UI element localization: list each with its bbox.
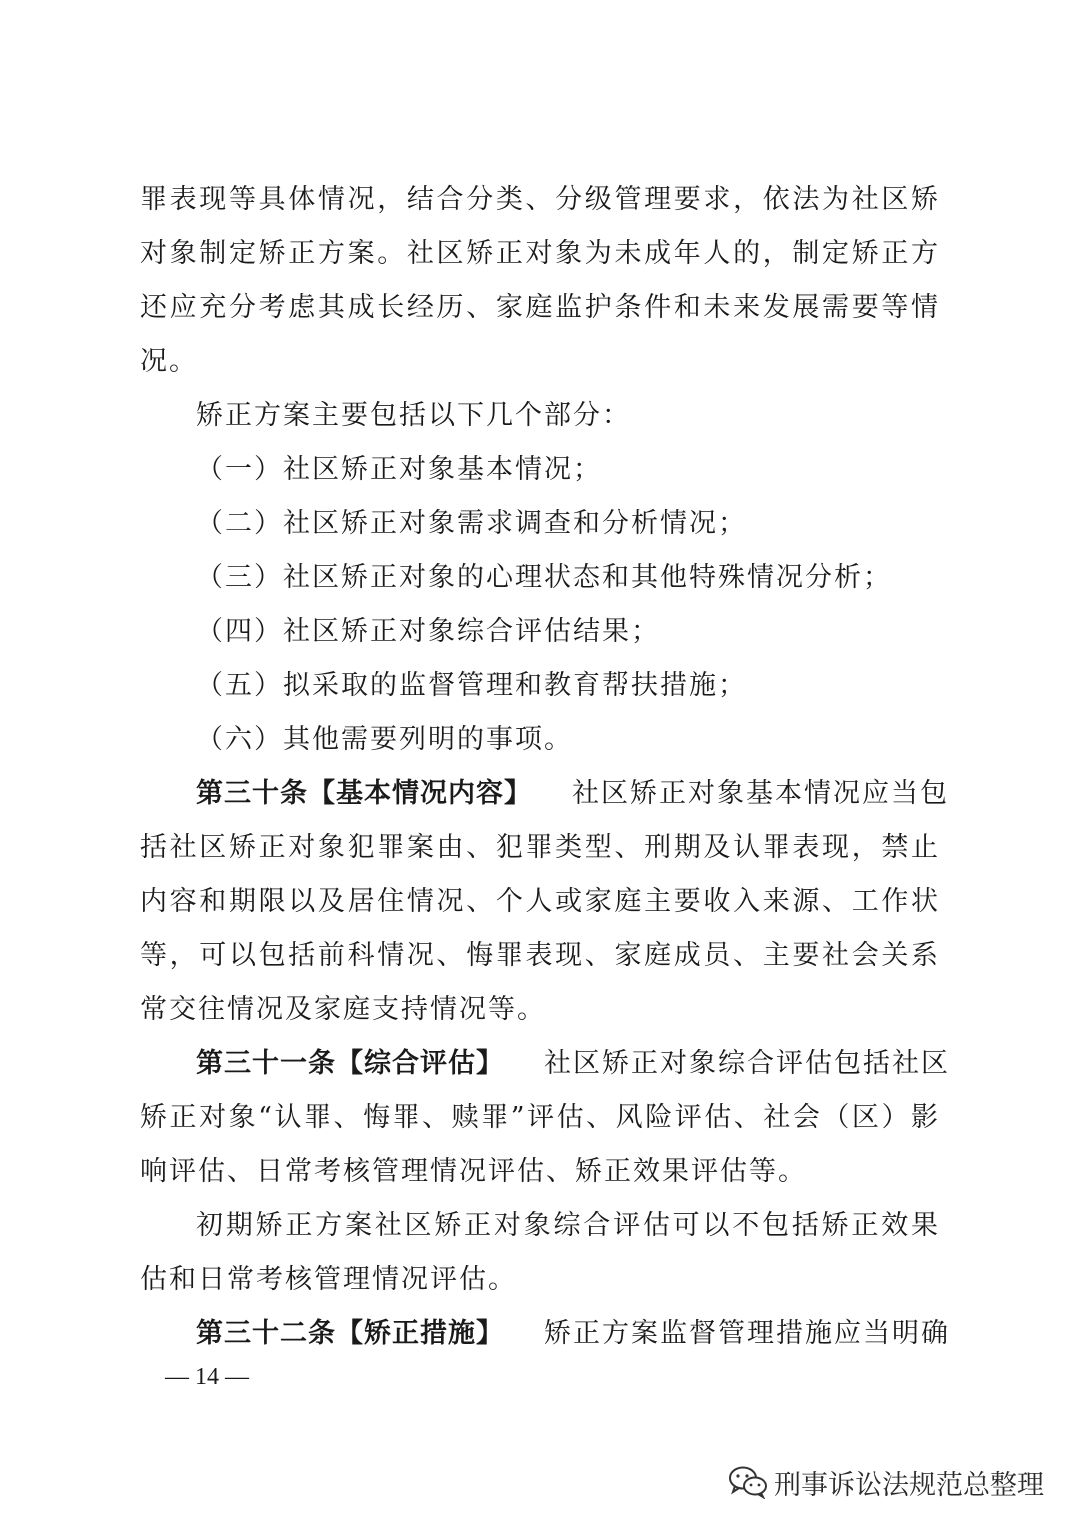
list-item: （六）其他需要列明的事项。 — [196, 724, 573, 755]
list-item: （一）社区矫正对象基本情况； — [196, 454, 602, 485]
text-line: 等，可以包括前科情况、悔罪表现、家庭成员、主要社会关系 — [140, 940, 940, 971]
text-line: 还应充分考虑其成长经历、家庭监护条件和未来发展需要等情 — [140, 292, 940, 323]
text-line: 内容和期限以及居住情况、个人或家庭主要收入来源、工作状 — [140, 886, 940, 917]
list-item: （五）拟采取的监督管理和教育帮扶措施； — [196, 670, 747, 701]
article-text: 矫正方案监督管理措施应当明确 — [544, 1318, 950, 1349]
text-line: 罪表现等具体情况，结合分类、分级管理要求，依法为社区矫 — [140, 184, 940, 215]
text-line: 矫正方案主要包括以下几个部分： — [196, 400, 631, 431]
article-30-first-line — [196, 774, 949, 814]
list-item: （三）社区矫正对象的心理状态和其他特殊情况分析； — [196, 562, 892, 593]
article-heading: 第三十二条【矫正措施】 — [196, 1318, 504, 1349]
text-line: 对象制定矫正方案。社区矫正对象为未成年人的，制定矫正方 — [140, 238, 940, 269]
article-text: 社区矫正对象基本情况应当包 — [572, 778, 949, 809]
article-31-first-line — [196, 1044, 950, 1084]
watermark — [728, 1462, 1044, 1502]
text-line: 响评估、日常考核管理情况评估、矫正效果评估等。 — [140, 1156, 807, 1187]
wechat-icon — [728, 1465, 768, 1499]
article-heading: 第三十条【基本情况内容】 — [196, 778, 532, 809]
article-32-first-line — [196, 1314, 950, 1354]
text-line: 常交往情况及家庭支持情况等。 — [140, 994, 546, 1025]
text-line: 矫正对象“认罪、悔罪、赎罪”评估、风险评估、社会（区）影 — [140, 1102, 940, 1133]
text-line: 括社区矫正对象犯罪案由、犯罪类型、刑期及认罪表现，禁止 — [140, 832, 940, 863]
text-line: 初期矫正方案社区矫正对象综合评估可以不包括矫正效果 — [196, 1210, 940, 1241]
article-text: 社区矫正对象综合评估包括社区 — [544, 1048, 950, 1079]
text-line: 况。 — [140, 346, 198, 377]
text-line: 估和日常考核管理情况评估。 — [140, 1264, 517, 1295]
list-item: （四）社区矫正对象综合评估结果； — [196, 616, 660, 647]
article-heading: 第三十一条【综合评估】 — [196, 1048, 504, 1079]
watermark-text: 刑事诉讼法规范总整理 — [774, 1469, 1044, 1501]
page-number: — 14 — — [165, 1364, 249, 1390]
list-item: （二）社区矫正对象需求调查和分析情况； — [196, 508, 747, 539]
